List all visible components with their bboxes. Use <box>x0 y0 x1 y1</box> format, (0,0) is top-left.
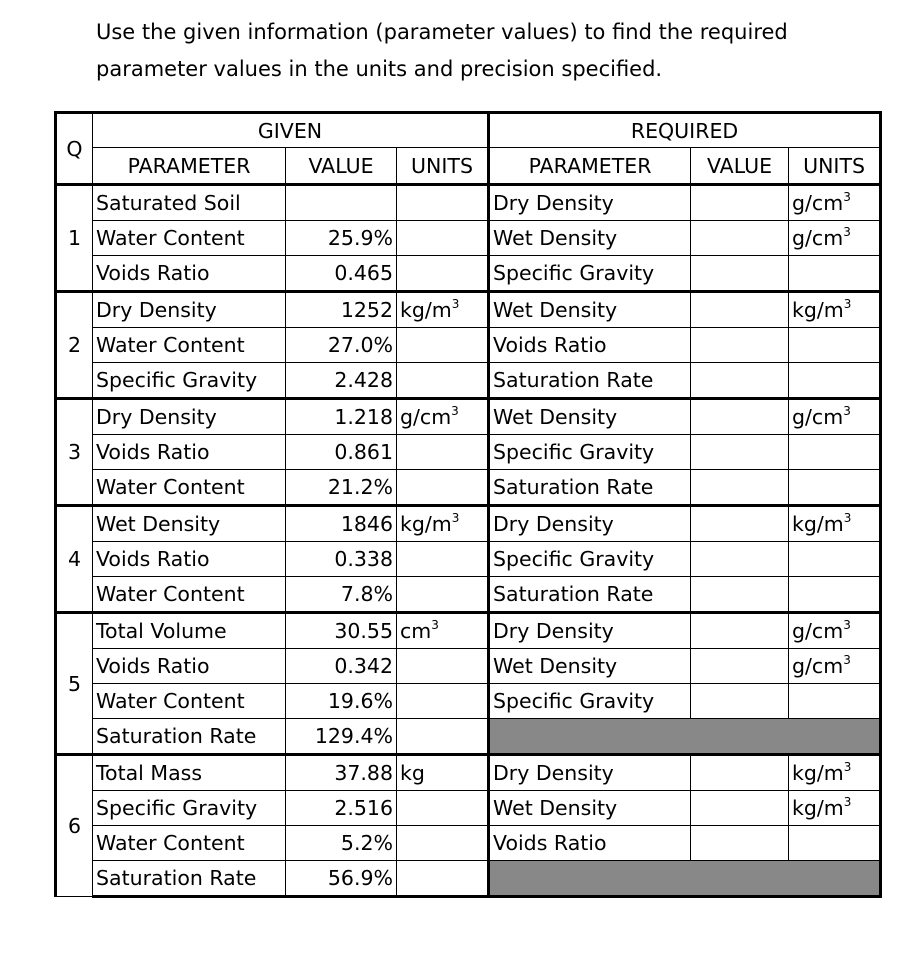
unit-exponent: 3 <box>843 297 852 311</box>
given-unit <box>397 221 489 256</box>
unit-exponent: 3 <box>451 404 459 418</box>
table-row <box>56 649 881 684</box>
given-parameter: Total Mass <box>93 755 286 791</box>
unit-text: kg/m <box>792 298 844 322</box>
unit-exponent: 3 <box>843 404 851 418</box>
question-number: 4 <box>56 506 93 613</box>
required-header: REQUIRED <box>489 113 881 148</box>
given-unit <box>397 328 489 363</box>
required-parameter: Saturation Rate <box>489 577 691 613</box>
required-value-answer[interactable] <box>691 755 789 791</box>
required-unit <box>789 613 881 649</box>
required-unit <box>789 542 881 577</box>
soil-parameters-table <box>54 111 882 898</box>
required-parameter: Saturation Rate <box>489 363 691 399</box>
given-unit <box>397 613 489 649</box>
given-value: 27.0% <box>286 328 397 363</box>
given-parameter: Total Volume <box>93 613 286 649</box>
table-row <box>56 613 881 649</box>
given-unit <box>397 185 489 221</box>
required-value-answer[interactable] <box>691 435 789 470</box>
given-unit <box>397 826 489 861</box>
table-row <box>56 719 881 755</box>
given-parameter: Water Content <box>93 470 286 506</box>
given-parameter: Saturation Rate <box>93 719 286 755</box>
given-parameter: Water Content <box>93 684 286 719</box>
unit-exponent: 3 <box>451 511 460 525</box>
unit-exponent: 3 <box>451 297 460 311</box>
shaded-empty-cell <box>489 719 881 755</box>
given-unit <box>397 363 489 399</box>
required-unit <box>789 649 881 684</box>
table-row <box>56 542 881 577</box>
table-row <box>56 435 881 470</box>
given-unit <box>397 256 489 292</box>
required-units-header: UNITS <box>789 148 881 185</box>
required-parameter: Specific Gravity <box>489 435 691 470</box>
unit-text: g/cm <box>400 405 452 429</box>
given-unit <box>397 506 489 542</box>
unit-text: g/cm <box>792 226 844 250</box>
required-value-answer[interactable] <box>691 649 789 684</box>
required-parameter-header: PARAMETER <box>489 148 691 185</box>
required-unit <box>789 399 881 435</box>
given-value: 19.6% <box>286 684 397 719</box>
required-parameter: Specific Gravity <box>489 542 691 577</box>
given-unit <box>397 399 489 435</box>
table-row <box>56 363 881 399</box>
given-unit <box>397 649 489 684</box>
given-value: 7.8% <box>286 577 397 613</box>
given-value: 25.9% <box>286 221 397 256</box>
unit-text: kg <box>400 761 425 785</box>
required-parameter: Dry Density <box>489 506 691 542</box>
given-parameter-header: PARAMETER <box>93 148 286 185</box>
required-unit <box>789 221 881 256</box>
required-unit <box>789 256 881 292</box>
unit-text: cm <box>400 619 432 643</box>
unit-exponent: 3 <box>843 618 851 632</box>
unit-text: kg/m <box>400 298 452 322</box>
required-parameter: Voids Ratio <box>489 826 691 861</box>
unit-exponent: 3 <box>843 653 851 667</box>
header-row-2 <box>56 148 881 185</box>
table-row <box>56 328 881 363</box>
given-value: 0.342 <box>286 649 397 684</box>
given-value: 1252 <box>286 292 397 328</box>
required-value-answer[interactable] <box>691 577 789 613</box>
unit-exponent: 3 <box>431 618 439 632</box>
unit-text: g/cm <box>792 191 844 215</box>
given-header: GIVEN <box>93 113 489 148</box>
required-parameter: Saturation Rate <box>489 470 691 506</box>
required-value-header: VALUE <box>691 148 789 185</box>
unit-text: kg/m <box>792 512 844 536</box>
table-row <box>56 185 881 221</box>
given-value: 0.861 <box>286 435 397 470</box>
question-number: 3 <box>56 399 93 506</box>
required-parameter: Dry Density <box>489 613 691 649</box>
table-row <box>56 292 881 328</box>
required-unit <box>789 363 881 399</box>
required-value-answer[interactable] <box>691 221 789 256</box>
required-value-answer[interactable] <box>691 791 789 826</box>
required-unit <box>789 826 881 861</box>
table-row <box>56 826 881 861</box>
required-parameter: Wet Density <box>489 292 691 328</box>
given-parameter: Saturation Rate <box>93 861 286 897</box>
table-row <box>56 755 881 791</box>
required-value-answer[interactable] <box>691 292 789 328</box>
header-row-1 <box>56 113 881 148</box>
required-value-answer[interactable] <box>691 256 789 292</box>
required-unit <box>789 791 881 826</box>
given-unit <box>397 755 489 791</box>
required-parameter: Dry Density <box>489 755 691 791</box>
table-row <box>56 684 881 719</box>
given-value-header: VALUE <box>286 148 397 185</box>
required-value-answer[interactable] <box>691 399 789 435</box>
required-unit <box>789 755 881 791</box>
unit-exponent: 3 <box>843 511 852 525</box>
table-row <box>56 470 881 506</box>
given-parameter: Wet Density <box>93 506 286 542</box>
given-unit <box>397 435 489 470</box>
required-parameter: Wet Density <box>489 649 691 684</box>
table-row <box>56 256 881 292</box>
table-row <box>56 791 881 826</box>
given-unit <box>397 719 489 755</box>
required-unit <box>789 577 881 613</box>
required-unit <box>789 328 881 363</box>
required-unit <box>789 185 881 221</box>
given-parameter: Saturated Soil <box>93 185 286 221</box>
required-parameter: Specific Gravity <box>489 684 691 719</box>
question-number: 6 <box>56 755 93 897</box>
table-row <box>56 861 881 897</box>
given-unit <box>397 684 489 719</box>
unit-exponent: 3 <box>843 190 851 204</box>
given-value: 5.2% <box>286 826 397 861</box>
shaded-empty-cell <box>489 861 881 897</box>
given-parameter: Specific Gravity <box>93 791 286 826</box>
given-parameter: Voids Ratio <box>93 649 286 684</box>
given-value: 0.465 <box>286 256 397 292</box>
given-parameter: Dry Density <box>93 399 286 435</box>
required-unit <box>789 470 881 506</box>
required-parameter: Wet Density <box>489 221 691 256</box>
required-value-answer[interactable] <box>691 470 789 506</box>
required-parameter: Specific Gravity <box>489 256 691 292</box>
given-unit <box>397 791 489 826</box>
given-value: 21.2% <box>286 470 397 506</box>
given-value: 1.218 <box>286 399 397 435</box>
required-unit <box>789 684 881 719</box>
given-parameter: Dry Density <box>93 292 286 328</box>
given-unit <box>397 577 489 613</box>
given-value: 56.9% <box>286 861 397 897</box>
required-value-answer[interactable] <box>691 684 789 719</box>
required-parameter: Voids Ratio <box>489 328 691 363</box>
given-unit <box>397 292 489 328</box>
given-parameter: Water Content <box>93 328 286 363</box>
required-value-answer[interactable] <box>691 613 789 649</box>
given-unit <box>397 542 489 577</box>
question-number: 1 <box>56 185 93 292</box>
unit-text: g/cm <box>792 405 844 429</box>
given-value: 30.55 <box>286 613 397 649</box>
unit-exponent: 3 <box>843 795 852 809</box>
required-unit <box>789 506 881 542</box>
instructions-text: Use the given information (parameter values) to find the required parameter values in the units and precision specified. <box>96 20 788 81</box>
unit-exponent: 3 <box>843 760 852 774</box>
unit-exponent: 3 <box>843 225 851 239</box>
table-row <box>56 399 881 435</box>
given-units-header: UNITS <box>397 148 489 185</box>
given-value: 2.428 <box>286 363 397 399</box>
required-value-answer[interactable] <box>691 363 789 399</box>
required-unit <box>789 435 881 470</box>
unit-text: kg/m <box>792 796 844 820</box>
required-parameter: Wet Density <box>489 399 691 435</box>
given-value: 37.88 <box>286 755 397 791</box>
required-unit <box>789 292 881 328</box>
given-parameter: Voids Ratio <box>93 435 286 470</box>
given-value: 129.4% <box>286 719 397 755</box>
required-parameter: Wet Density <box>489 791 691 826</box>
given-value: 2.516 <box>286 791 397 826</box>
required-value-answer[interactable] <box>691 328 789 363</box>
given-unit <box>397 470 489 506</box>
given-parameter: Water Content <box>93 577 286 613</box>
q-header: Q <box>56 113 93 185</box>
question-number: 2 <box>56 292 93 399</box>
unit-text: g/cm <box>792 654 844 678</box>
required-value-answer[interactable] <box>691 185 789 221</box>
required-value-answer[interactable] <box>691 826 789 861</box>
given-parameter: Specific Gravity <box>93 363 286 399</box>
required-parameter: Dry Density <box>489 185 691 221</box>
table-row <box>56 221 881 256</box>
given-parameter: Water Content <box>93 221 286 256</box>
given-value: 0.338 <box>286 542 397 577</box>
given-unit <box>397 861 489 897</box>
given-parameter: Voids Ratio <box>93 256 286 292</box>
required-value-answer[interactable] <box>691 542 789 577</box>
unit-text: kg/m <box>400 512 452 536</box>
required-value-answer[interactable] <box>691 506 789 542</box>
given-parameter: Voids Ratio <box>93 542 286 577</box>
given-value: 1846 <box>286 506 397 542</box>
unit-text: g/cm <box>792 619 844 643</box>
unit-text: kg/m <box>792 761 844 785</box>
given-value <box>286 185 397 221</box>
given-parameter: Water Content <box>93 826 286 861</box>
question-number: 5 <box>56 613 93 755</box>
table-row <box>56 577 881 613</box>
table-row <box>56 506 881 542</box>
